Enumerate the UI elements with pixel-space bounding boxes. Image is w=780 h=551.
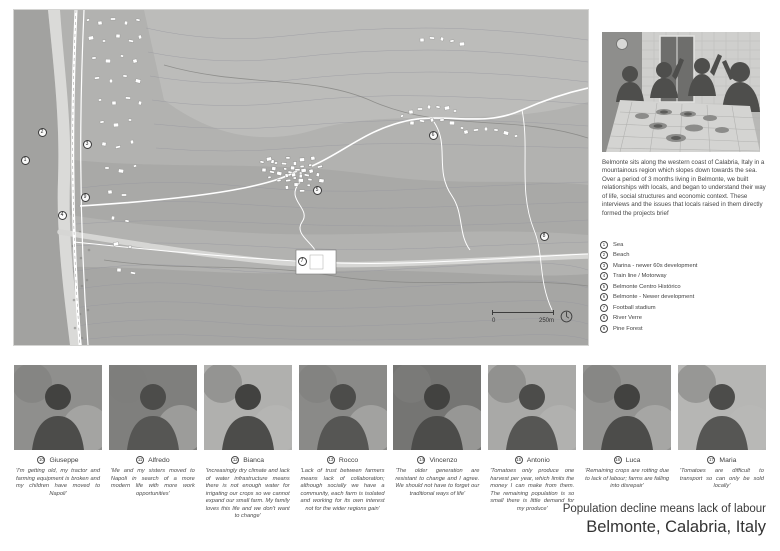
person-photo: [488, 365, 576, 450]
map-marker: 6: [429, 131, 438, 140]
portrait-photo-art: [393, 365, 481, 450]
person-card: [393, 365, 481, 521]
person-name: Alfredo: [148, 456, 170, 464]
person-photo: [204, 365, 292, 450]
legend-number-badge: 6: [600, 293, 608, 301]
legend-item: [600, 304, 697, 312]
person-name: Maria: [719, 456, 737, 464]
legend-number-badge: 9: [600, 325, 608, 333]
person-quote: 'Lack of trust between farmers means lack of collaboration; although socially we have a community, each farm is isolated and working for its own interest not for the wider regions gain': [300, 468, 385, 512]
person-quote: 'Tomatoes are difficult to transport so can only be sold locally': [679, 468, 764, 490]
scalebar-end-label: 250m: [538, 318, 554, 324]
person-card: [678, 365, 766, 521]
person-number-badge: 11: [136, 456, 144, 464]
person-quote: 'Remaining crops are rotting due to lack of labour; farms are falling into disrepair': [585, 468, 670, 490]
person-name: Rocco: [338, 456, 359, 464]
map-legend: [600, 241, 697, 333]
person-quote: 'Me and my sisters moved to Napoli in search of a more modern life with more work opportunities': [110, 468, 195, 497]
interview-strip: [14, 365, 766, 521]
legend-label: Train line / Motorway: [613, 273, 667, 280]
portrait-photo-art: [299, 365, 387, 450]
person-label-row: [393, 456, 481, 464]
person-photo: [393, 365, 481, 450]
map-marker: 4: [58, 211, 67, 220]
legend-item: [600, 272, 697, 280]
map-scalebar: [492, 312, 573, 324]
wall-clock: [617, 39, 628, 50]
person-name: Giuseppe: [49, 456, 79, 464]
portrait-photo-art: [583, 365, 671, 450]
person-card: [109, 365, 197, 521]
person-number-badge: 13: [327, 456, 335, 464]
person-quote: 'I'm getting old, my tractor and farming equipment is broken and my children have moved to Napoli': [16, 468, 100, 497]
legend-number-badge: 8: [600, 314, 608, 322]
person-number-badge: 12: [231, 456, 239, 464]
map-marker: 5: [313, 186, 322, 195]
board-footer: [563, 503, 766, 537]
person-photo: [678, 365, 766, 450]
legend-label: River Verre: [613, 315, 642, 322]
legend-item: [600, 262, 697, 270]
legend-number-badge: 7: [600, 304, 608, 312]
person-number-badge: 10: [37, 456, 45, 464]
scalebar-start-label: 0: [492, 318, 496, 324]
person-card: [14, 365, 102, 521]
legend-number-badge: 4: [600, 272, 608, 280]
legend-label: Belmonte - Newer development: [613, 294, 695, 301]
legend-number-badge: 1: [600, 241, 608, 249]
map-marker: 9: [81, 193, 90, 202]
person-number-badge: 14: [417, 456, 425, 464]
person-name: Antonio: [526, 456, 550, 464]
dinner-table: [606, 100, 760, 152]
person-label-row: [109, 456, 197, 464]
topographic-map-art: [14, 10, 588, 345]
person-label-row: [488, 456, 576, 464]
board-title: Belmonte, Calabria, Italy: [586, 518, 766, 536]
legend-item: [600, 325, 697, 333]
map-marker: 2: [38, 128, 47, 137]
person-quote: 'The older generation are resistant to change and I agree. We should not have to forget our traditional ways of life': [395, 468, 480, 497]
person-name: Vincenzo: [429, 456, 458, 464]
person-number-badge: 15: [515, 456, 523, 464]
person-number-badge: 16: [614, 456, 622, 464]
legend-number-badge: 5: [600, 283, 608, 291]
legend-label: Marina - newer 60s development: [613, 262, 698, 269]
person-photo: [299, 365, 387, 450]
person-quote: 'Increasingly dry climate and lack of water infrastructure means there is not enough water for irrigating our crops so we cannot expand our small farm. My family loves this life and we don't want to change': [205, 468, 290, 520]
person-number-badge: 17: [707, 456, 715, 464]
site-map-panel: [14, 10, 588, 345]
portrait-photo-art: [488, 365, 576, 450]
portrait-photo-art: [109, 365, 197, 450]
person-name: Luca: [625, 456, 641, 464]
map-marker: 1: [21, 156, 30, 165]
map-marker: 7: [298, 257, 307, 266]
person-photo: [14, 365, 102, 450]
legend-item: [600, 314, 697, 322]
person-label-row: [583, 456, 671, 464]
legend-label: Pine Forest: [613, 325, 643, 332]
legend-item: [600, 251, 697, 259]
portrait-photo-art: [204, 365, 292, 450]
scalebar-line: [492, 312, 554, 317]
portrait-photo-art: [14, 365, 102, 450]
person-label-row: [204, 456, 292, 464]
project-description: Belmonte sits along the western coast of Calabria, Italy in a mountainous region which slopes down towards the sea. Over a period of 3 months living in Belmonte, we built relationships with locals, and began to understand their way of life, social structures and economic context. These interviews and the issues that locals raised in them directly formed the projects brief: [602, 159, 766, 217]
map-marker: 3: [83, 140, 92, 149]
north-arrow-icon: [560, 310, 573, 323]
portrait-photo-art: [678, 365, 766, 450]
map-marker: 8: [540, 232, 549, 241]
person-card: [583, 365, 671, 521]
person-photo: [109, 365, 197, 450]
legend-label: Beach: [613, 252, 630, 259]
legend-label: Sea: [613, 241, 624, 248]
person-card: [299, 365, 387, 521]
dinner-photo: [602, 32, 760, 152]
football-stadium: [296, 250, 336, 274]
person-label-row: [678, 456, 766, 464]
dinner-photo-art: [602, 32, 760, 152]
person-name: Bianca: [243, 456, 265, 464]
person-label-row: [299, 456, 387, 464]
legend-item: [600, 241, 697, 249]
legend-item: [600, 293, 697, 301]
person-photo: [583, 365, 671, 450]
person-label-row: [14, 456, 102, 464]
issue-statement: Population decline means lack of labour: [562, 503, 766, 515]
legend-number-badge: 2: [600, 251, 608, 259]
person-card: [204, 365, 292, 521]
legend-number-badge: 3: [600, 262, 608, 270]
person-card: [488, 365, 576, 521]
legend-label: Belmonte Centro Histórico: [613, 283, 681, 290]
legend-label: Football stadium: [613, 304, 656, 311]
legend-item: [600, 283, 697, 291]
person-quote: 'Tomatoes only produce one harvest per year, which limits the money I can make from them. The remaining population is so small there is little demand for my produce': [490, 468, 575, 512]
